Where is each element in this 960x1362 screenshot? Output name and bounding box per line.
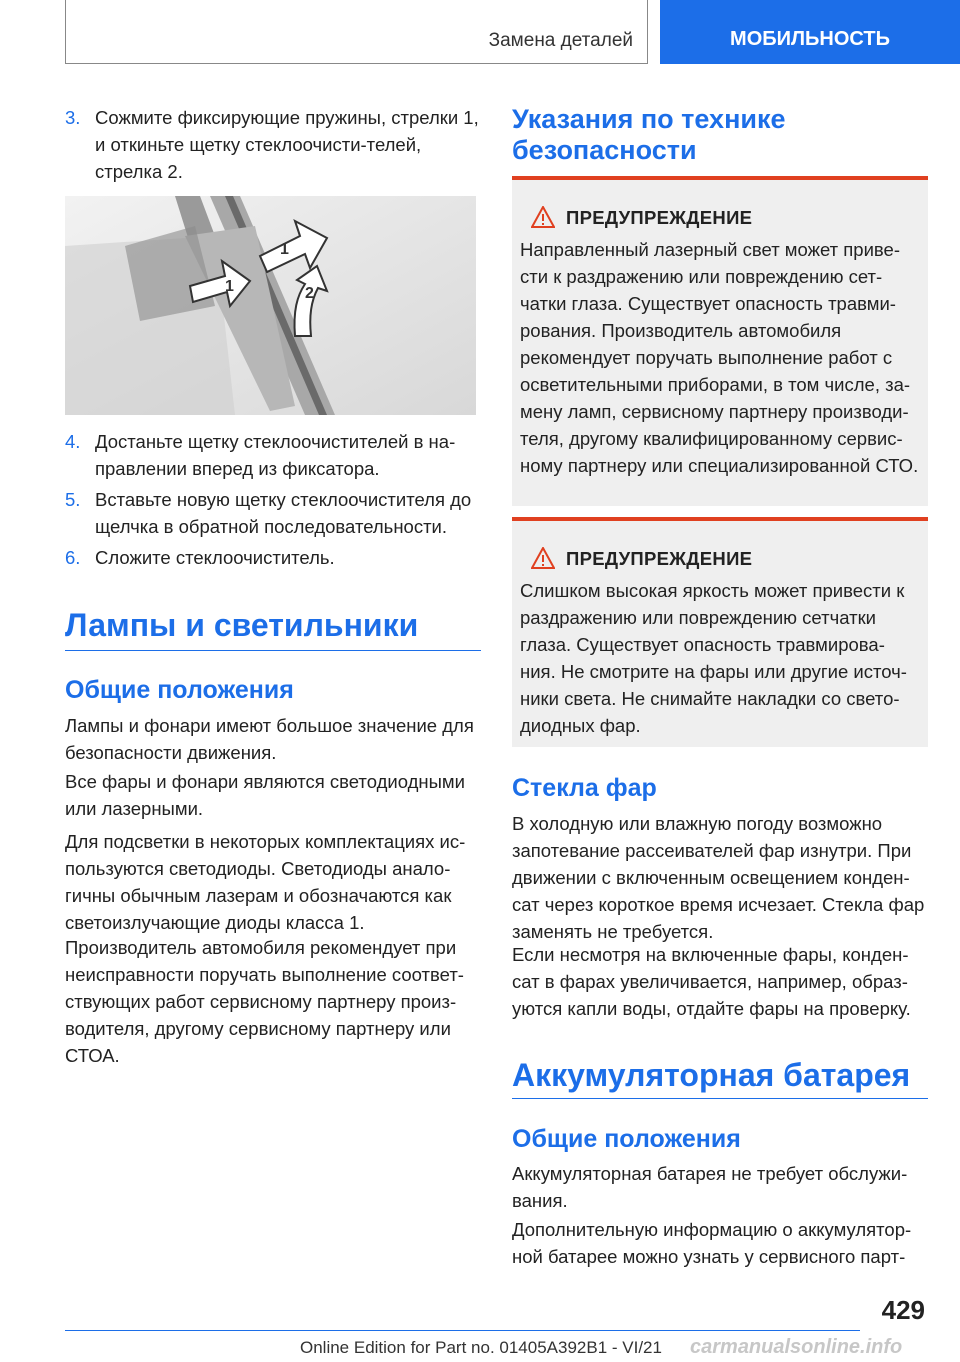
step-5 bbox=[65, 486, 481, 540]
warning-title: ПРЕДУПРЕЖДЕНИЕ bbox=[566, 548, 753, 569]
step-3 bbox=[65, 104, 481, 185]
watermark[interactable]: carmanualsonline.info bbox=[690, 1336, 903, 1358]
arrow-label-2: 2 bbox=[305, 285, 314, 302]
wiper-illustration bbox=[65, 196, 476, 415]
battery-paragraph-1: Аккумуляторная батарея не требует обслужи-вания. bbox=[512, 1163, 908, 1211]
arrow-label-1a: 1 bbox=[225, 278, 234, 295]
header-section-label: Замена деталей bbox=[488, 30, 633, 51]
lamps-paragraph-1: Лампы и фонари имеют большое значение для безопасности движения. bbox=[65, 715, 474, 763]
step-6 bbox=[65, 544, 481, 571]
step-text: Достаньте щетку стеклоочистителей в на-правлении вперед из фиксатора. bbox=[95, 431, 456, 479]
step-4 bbox=[65, 428, 481, 482]
warning-box-1 bbox=[512, 176, 928, 506]
step-text: Сожмите фиксирующие пружины, стрелки 1, и откиньте щетку стеклоочисти-телей, стрелка 2. bbox=[95, 107, 479, 182]
section-title-lamps: Лампы и светильники bbox=[65, 607, 419, 643]
arrow-label-1b: 1 bbox=[280, 241, 289, 258]
page-number: 429 bbox=[881, 1295, 925, 1325]
step-text: Вставьте новую щетку стеклоочистителя до щелчка в обратной последовательности. bbox=[95, 489, 472, 537]
step-number: 3. bbox=[65, 107, 81, 128]
subsection-title-glass: Стекла фар bbox=[512, 774, 657, 802]
subsection-title-general: Общие положения bbox=[65, 676, 294, 704]
header-tab-mobility[interactable]: МОБИЛЬНОСТЬ bbox=[660, 0, 960, 64]
glass-paragraph-2: Если несмотря на включенные фары, конден-сат в фарах увеличивается, например, образ-уются капли воды, отдайте фары на проверку. bbox=[512, 944, 911, 1019]
warning-text: Направленный лазерный свет может приве-сти к раздражению или повреждению сет-чатки глаза. Существует опасность травми-рования. Производитель автомобиля рекомендует поручать выполнение работ с осветительными приборами, в том числе, за-мену ламп, сервисному партнеру производи-теля, другому квалифицированному сервис-ному партнеру или специализированной СТО. bbox=[520, 239, 919, 476]
glass-paragraph-1: В холодную или влажную погоду возможно запотевание рассеивателей фар изнутри. При движении с включенным освещением конден-сат через короткое время исчезает. Стекла фар заменять не требуется. bbox=[512, 813, 925, 942]
step-number: 6. bbox=[65, 547, 81, 568]
section-rule bbox=[65, 650, 481, 651]
step-number: 4. bbox=[65, 431, 81, 452]
subsection-title-battery-general: Общие положения bbox=[512, 1125, 741, 1153]
warning-triangle-icon bbox=[520, 547, 566, 571]
section-rule bbox=[512, 1098, 928, 1099]
lamps-paragraph-4: Производитель автомобиля рекомендует при неисправности поручать выполнение соответ-ствующих работ сервисному партнеру произ-водителя, другому сервисному партнеру или СТОА. bbox=[65, 937, 464, 1066]
step-text: Сложите стеклоочиститель. bbox=[95, 547, 335, 568]
section-title-battery: Аккумуляторная батарея bbox=[512, 1057, 911, 1093]
lamps-paragraph-2: Все фары и фонари являются светодиодными или лазерными. bbox=[65, 771, 465, 819]
warning-triangle-icon bbox=[520, 206, 566, 230]
lamps-paragraph-3: Для подсветки в некоторых комплектациях ис-пользуются светодиоды. Светодиоды анало-гичны обычным лазерам и обозначаются как светоизлучающие диоды класса 1. bbox=[65, 831, 466, 933]
step-number: 5. bbox=[65, 489, 81, 510]
wiper-figure bbox=[65, 196, 476, 415]
battery-paragraph-2: Дополнительную информацию о аккумулятор-ной батарее можно узнать у сервисного парт- bbox=[512, 1219, 912, 1267]
footer-rule bbox=[65, 1330, 860, 1331]
warning-box-2 bbox=[512, 517, 928, 747]
section-title-safety: Указания по технике безопасности bbox=[512, 104, 786, 165]
footer-edition: Online Edition for Part no. 01405A392B1 - VI/21 bbox=[300, 1338, 662, 1357]
warning-title: ПРЕДУПРЕЖДЕНИЕ bbox=[566, 207, 753, 228]
header-section-box bbox=[65, 0, 648, 64]
warning-text: Слишком высокая яркость может привести к раздражению или повреждению сетчатки глаза. Существует опасность травмирова-ния. Не смотрите на фары или другие источ-ники света. Не снимайте накладки со свето-диодных фар. bbox=[520, 580, 907, 736]
